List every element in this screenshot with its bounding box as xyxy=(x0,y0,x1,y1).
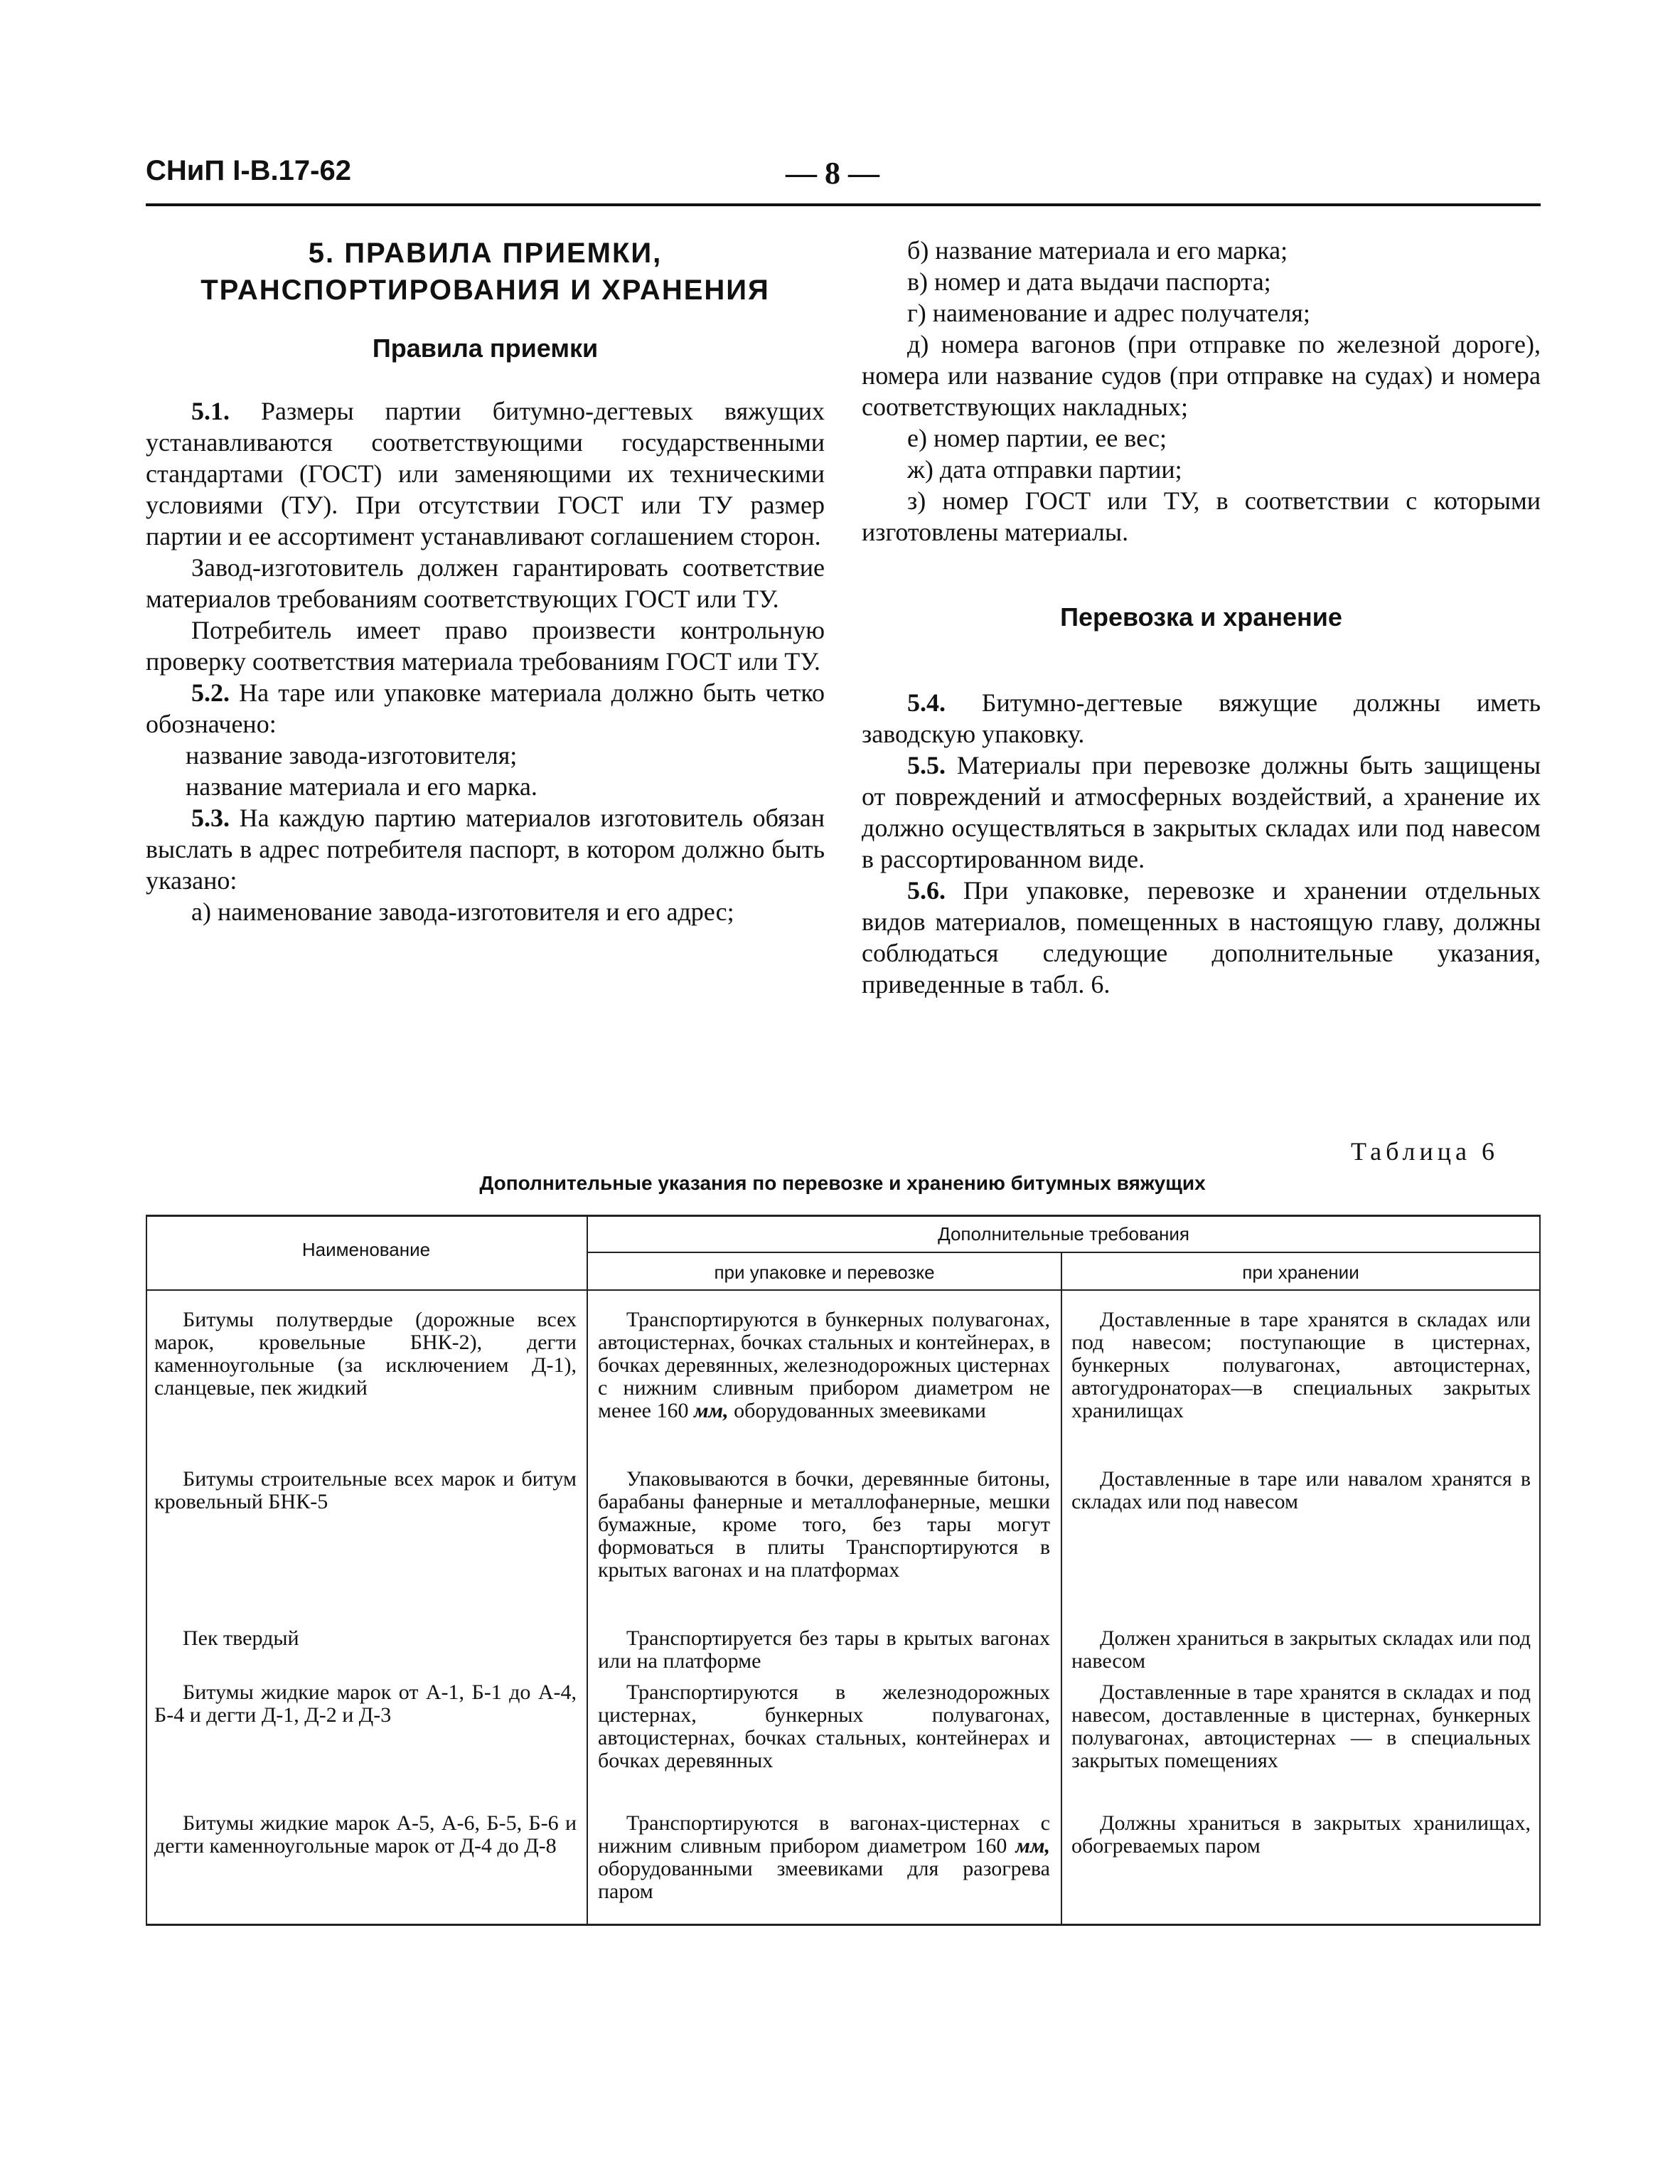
document-code: СНиП I-В.17-62 xyxy=(146,155,351,186)
list-item: а) наименование завода-изготовителя и его адрес; xyxy=(191,897,734,926)
table-cell-transport: Транспортируется без тары в крытых вагонах или на платформе xyxy=(598,1626,1050,1673)
section-title: 5. ПРАВИЛА ПРИЕМКИ, ТРАНСПОРТИРОВАНИЯ И ХРАНЕНИЯ xyxy=(200,238,770,306)
column-header-storage: при хранении xyxy=(1242,1262,1359,1283)
page-number: — 8 — xyxy=(786,156,879,191)
table-cell-storage: Доставленные в таре хранятся в складах или под навесом; поступающие в цистернах, бункерных полувагонах, автоцистернах, автогудронаторах—в специальных закрытых хранилищах xyxy=(1071,1308,1531,1422)
table-caption: Дополнительные указания по перевозке и хранению битумных вяжущих xyxy=(479,1172,1206,1194)
table-number: Таблица 6 xyxy=(1351,1137,1499,1166)
list-item: з) номер ГОСТ или ТУ, в соответствии с которыми изготовлены материалы. xyxy=(862,486,1541,546)
table-column-divider xyxy=(1061,1252,1062,1926)
paragraph-plant: Завод-изготовитель должен гарантировать соответствие материалов требованиям соответствующих ГОСТ или ТУ. xyxy=(146,553,825,613)
table-cell-name: Битумы строительные всех марок и битум кровельный БНК-5 xyxy=(154,1467,577,1513)
table-bottom-border xyxy=(146,1924,1541,1926)
table-header-bottom xyxy=(146,1289,1541,1291)
list-item: г) наименование и адрес получателя; xyxy=(907,299,1310,327)
list-item: ж) дата отправки партии; xyxy=(907,455,1182,484)
table-cell-transport: Транспортируются в железнодорожных цистернах, бункерных полувагонах, автоцистернах, бочках стальных, контейнерах и бочках деревянных xyxy=(598,1680,1050,1772)
page-header xyxy=(146,155,1539,198)
clause-5-4: 5.4. Битумно-дегтевые вяжущие должны иметь заводскую упаковку. xyxy=(862,688,1541,748)
table-cell-transport: Транспортируются в вагонах-цистернах с нижним сливным прибором диаметром 160 мм, оборудованными змеевиками для разогрева паром xyxy=(598,1811,1050,1903)
paragraph-consumer: Потребитель имеет право произвести контрольную проверку соответствия материала требованиям ГОСТ или ТУ. xyxy=(146,616,825,676)
list-item: название завода-изготовителя; xyxy=(186,741,518,769)
clause-5-6: 5.6. При упаковке, перевозке и хранении отдельных видов материалов, помещенных в настоящую главу, должны соблюдаться следующие дополнительные указания, приведенные в табл. 6. xyxy=(862,876,1541,998)
list-item: в) номер и дата выдачи паспорта; xyxy=(907,267,1271,296)
table-group-divider xyxy=(588,1252,1541,1253)
header-rule xyxy=(146,203,1541,206)
table-column-divider xyxy=(587,1215,588,1926)
table-cell-name: Битумы жидкие марок от А-1, Б-1 до А-4, Б-4 и дегти Д-1, Д-2 и Д-3 xyxy=(154,1680,577,1727)
table-cell-storage: Должен храниться в закрытых складах или под навесом xyxy=(1071,1626,1531,1673)
list-item: б) название материала и его марка; xyxy=(907,236,1288,265)
table-cell-storage: Доставленные в таре или навалом хранятся в складах или под навесом xyxy=(1071,1467,1531,1513)
table-top-border xyxy=(146,1215,1541,1217)
column-header-name: Наименование xyxy=(301,1239,431,1260)
subheading-acceptance: Правила приемки xyxy=(372,334,599,363)
list-item: название материала и его марка. xyxy=(186,772,537,801)
table-cell-transport: Транспортируются в бункерных полувагонах, автоцистернах, бочках стальных и контейнерах, в бочках деревянных, железнодорожных цистернах с нижним сливным прибором диаметром не менее 160 мм, оборудованных змеевиками xyxy=(598,1308,1050,1422)
column-header-transport: при упаковке и перевозке xyxy=(714,1262,935,1283)
table-cell-storage: Должны храниться в закрытых хранилищах, обогреваемых паром xyxy=(1071,1811,1531,1858)
clause-5-2: 5.2. На таре или упаковке материала должно быть четко обозначено: xyxy=(146,678,825,738)
table-left-border xyxy=(146,1215,147,1926)
clause-5-1: 5.1. Размеры партии битумно-дегтевых вяжущих устанавливаются соответствующими государственными стандартами (ГОСТ) или заменяющими их техническими условиями (ТУ). При отсутствии ГОСТ или ТУ размер партии и ее ассортимент устанавливают соглашением сторон. xyxy=(146,397,825,550)
table-cell-name: Битумы жидкие марок А-5, А-6, Б-5, Б-6 и дегти каменноугольные марок от Д-4 до Д-8 xyxy=(154,1811,577,1858)
clause-5-3: 5.3. На каждую партию материалов изготовитель обязан выслать в адрес потребителя паспорт, в котором должно быть указано: xyxy=(146,804,825,895)
table-cell-name: Битумы полутвердые (дорожные всех марок, кровельные БНК-2), дегти каменноугольные (за исключением Д-1), сланцевые, пек жидкий xyxy=(154,1308,577,1400)
table-cell-transport: Упаковываются в бочки, деревянные битоны, барабаны фанерные и металлофанерные, мешки бумажные, кроме того, без тары могут формоваться в плиты Транспортируются в крытых вагонах и на платформах xyxy=(598,1467,1050,1582)
column-group-header: Дополнительные требования xyxy=(938,1223,1189,1245)
left-column xyxy=(146,235,825,927)
clause-5-5: 5.5. Материалы при перевозке должны быть защищены от повреждений и атмосферных воздействий, а хранение их должно осуществляться в закрытых складах или под навесом в рассортированном виде. xyxy=(862,751,1541,873)
right-column xyxy=(862,235,1541,1000)
table-right-border xyxy=(1539,1215,1541,1926)
table-cell-storage: Доставленные в таре хранятся в складах и под навесом, доставленные в цистернах, бункерных полувагонах, автоцистернах — в специальных закрытых помещениях xyxy=(1071,1680,1531,1772)
requirements-table xyxy=(146,1215,1541,1927)
table-cell-name: Пек твердый xyxy=(183,1626,299,1650)
list-item: д) номера вагонов (при отправке по железной дороге), номера или название судов (при отправке на судах) и номера соответствующих накладных; xyxy=(862,330,1541,421)
list-item: е) номер партии, ее вес; xyxy=(907,424,1167,452)
subheading-transport: Перевозка и хранение xyxy=(1060,602,1342,632)
